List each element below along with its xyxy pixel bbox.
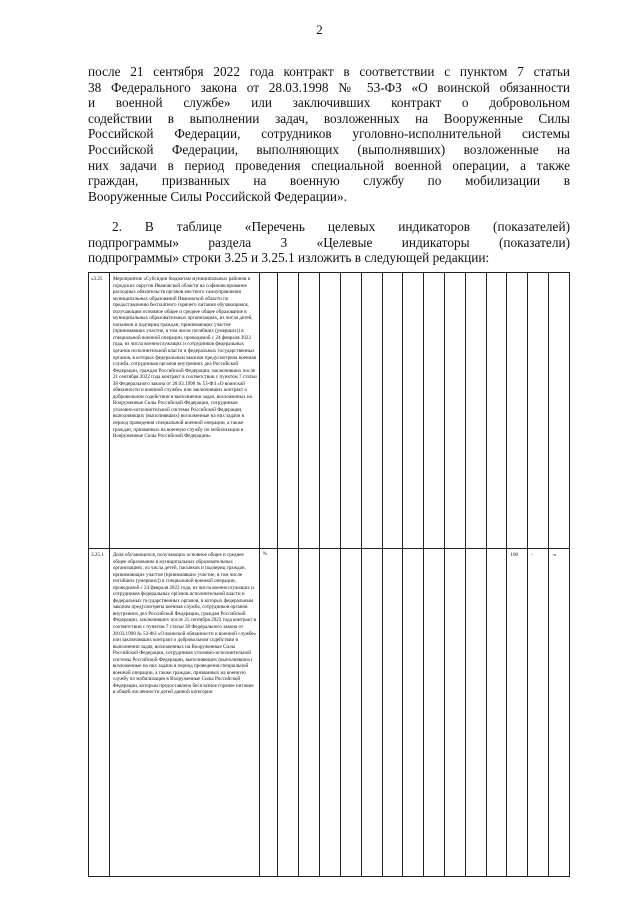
- paragraph-1-line: 38 Федерального закона от 28.03.1998 № 53-ФЗ «О воинской обязанности: [88, 79, 570, 95]
- paragraph-2: [88, 219, 570, 266]
- paragraph-1: [88, 64, 570, 204]
- value-cell: [361, 549, 382, 877]
- value-cell: [320, 549, 341, 877]
- indicators-table: [88, 272, 570, 877]
- paragraph-1-line: Российской Федерации, сотрудников уголовно-исполнительной системы: [88, 126, 570, 142]
- value-cell: [486, 273, 507, 549]
- value-cell: [299, 549, 320, 877]
- value-cell: [465, 549, 486, 877]
- row-number-cell: «3.25: [89, 273, 110, 549]
- value-cell: [382, 273, 403, 549]
- paragraph-1-line: Вооруженные Силы Российской Федерации».: [88, 188, 347, 204]
- row-name-cell: Мероприятие «Субсидии бюджетам муниципальных районов и городских округов Ивановской области на софинансирование расходных обязательств органов местного самоуправления муниципальных образований Ивановской области по предоставлению бесплатного горячего питания обучающимся, получающим основное общее и среднее общее образование в муниципальных образовательных организациях, из числа детей, пасынков и падчериц граждан, принимающих участие (принимавших участие, в том числе погибших (умерших)) в специальной военной операции, проводимой с 24 февраля 2022 года, из числа военнослужащих и сотрудников федеральных органов исполнительной власти и федеральных государственных органов, в которых федеральным законом предусмотрена военная служба, сотрудников органов внутренних дел Российской Федерации, граждан Российской Федерации, заключивших после 21 сентября 2022 года контракт в соответствии с пунктом 7 статьи 38 Федерального закона от 28.03.1998 № 53-ФЗ «О воинской обязанности и военной службе» или заключивших контракт о добровольном содействии в выполнении задач, возложенных на Вооруженные Силы Российской Федерации, сотрудников уголовно-исполнительной системы Российской Федерации, выполняющих (выполнявших) возложенные на них задачи в период проведения специальной военной операции, а также граждан, призванных на военную службу по мобилизации в Вооруженные Силы Российской Федерации»: [109, 273, 259, 549]
- value-cell: [340, 273, 361, 549]
- table-row: [89, 549, 570, 877]
- value-cell: [486, 549, 507, 877]
- value-cell: [320, 273, 341, 549]
- value-cell: -: [528, 549, 549, 877]
- paragraph-1-line: содействии в выполнении задач, возложенных на Вооруженные Силы: [88, 110, 570, 126]
- value-cell: [507, 273, 528, 549]
- value-cell: [382, 549, 403, 877]
- row-number-cell: 3.25.1: [89, 549, 110, 877]
- value-cell: [278, 273, 299, 549]
- value-cell: [424, 273, 445, 549]
- value-cell: [528, 273, 549, 549]
- value-cell: -»: [549, 549, 570, 877]
- value-cell: 100: [507, 549, 528, 877]
- value-cell: [340, 549, 361, 877]
- row-unit-cell: [259, 273, 278, 549]
- row-name-cell: Доля обучающихся, получающих основное общее и среднее общее образование в муниципальных образовательных организациях, из числа детей, пасынков и падчериц граждан, принимающих участие (принимавших участие, в том числе погибших (умерших)) в специальной военной операции, проводимой с 24 февраля 2022 года, из числа военнослужащих и сотрудников федеральных органов исполнительной власти и федеральных государственных органов, в которых федеральным законом предусмотрена военная служба, сотрудников органов внутренних дел Российской Федерации, граждан Российской Федерации, заключивших после 21 сентября 2022 года контракт в соответствии с пунктом 7 статьи 38 Федерального закона от 28.03.1998 № 53-ФЗ «О воинской обязанности и военной службе» или заключивших контракт о добровольном содействии в выполнении задач, возложенных на Вооруженные Силы Российской Федерации, сотрудников уголовно-исполнительной системы Российской Федерации, выполняющих (выполнявших) возложенные на них задачи в период проведения специальной военной операции, а также граждан, призванных на военную службу по мобилизации в Вооруженные Силы Российской Федерации, которым предоставлено бесплатное горячее питание в общей численности детей данной категории: [109, 549, 259, 877]
- value-cell: [299, 273, 320, 549]
- paragraph-2-line: подпрограммы» строки 3.25 и 3.25.1 изложить в следующей редакции:: [88, 250, 490, 266]
- paragraph-1-line: них задачи в период проведения специальной военной операции, а также: [88, 157, 570, 173]
- value-cell: [424, 549, 445, 877]
- page-number: 2: [316, 22, 323, 37]
- value-cell: [278, 549, 299, 877]
- value-cell: [361, 273, 382, 549]
- value-cell: [444, 273, 465, 549]
- value-cell: [403, 273, 424, 549]
- value-cell: [549, 273, 570, 549]
- paragraph-1-line: после 21 сентября 2022 года контракт в соответствии с пунктом 7 статьи: [88, 64, 570, 79]
- paragraph-2-line: 2. В таблице «Перечень целевых индикаторов (показателей): [112, 219, 570, 234]
- row-unit-cell: %: [259, 549, 278, 877]
- paragraph-1-line: Российской Федерации, выполняющих (выполнявших) возложенные на: [88, 141, 570, 157]
- value-cell: [403, 549, 424, 877]
- paragraph-2-line: подпрограммы» раздела 3 «Целевые индикаторы (показатели): [88, 234, 570, 250]
- value-cell: [444, 549, 465, 877]
- paragraph-1-line: граждан, призванных на военную службу по мобилизации в: [88, 173, 570, 189]
- value-cell: [465, 273, 486, 549]
- table-row: [89, 273, 570, 549]
- paragraph-1-line: и военной службе» или заключивших контракт о добровольном: [88, 95, 570, 111]
